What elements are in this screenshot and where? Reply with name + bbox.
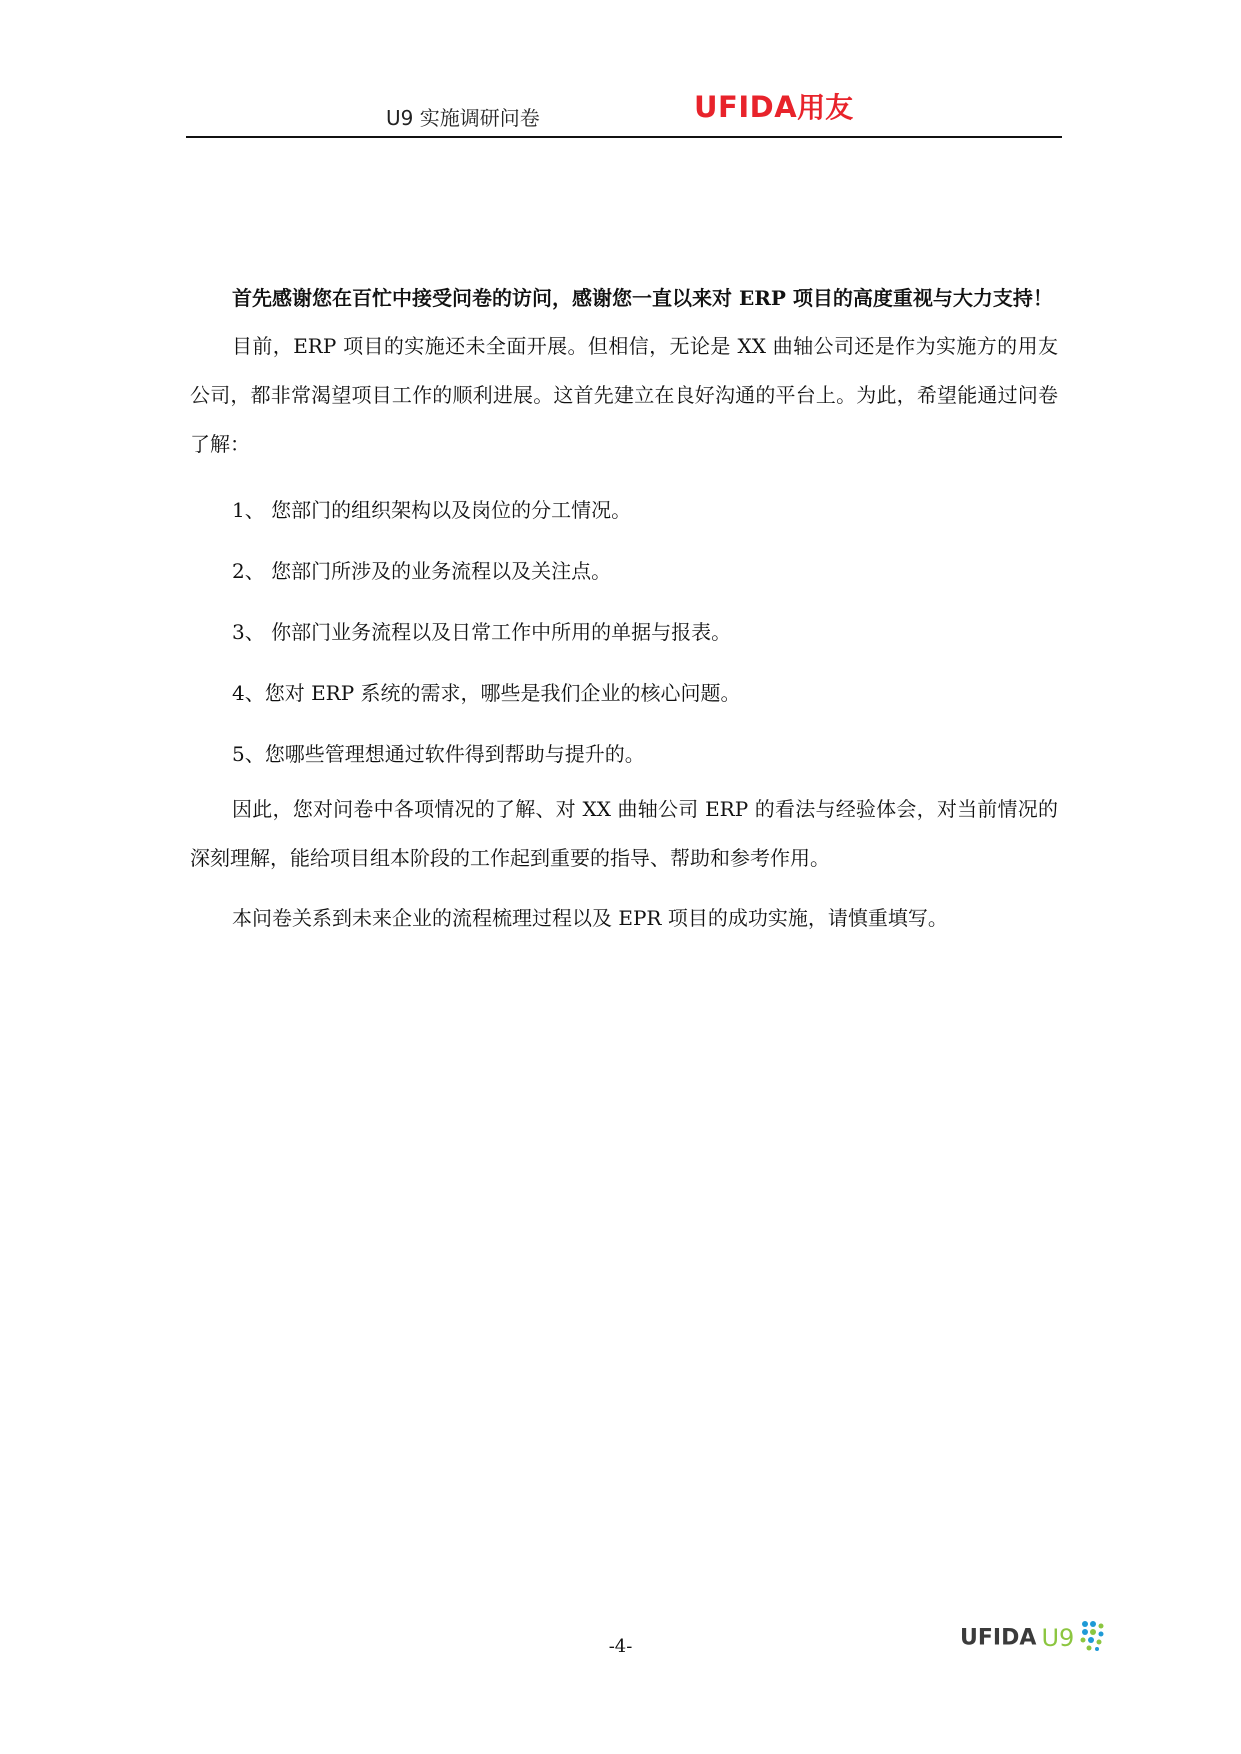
logo-cjk-text: 用友: [797, 91, 854, 124]
ufida-logo: [694, 86, 853, 126]
page-number: -4-: [608, 1636, 633, 1657]
list-item: 3、 你部门业务流程以及日常工作中所用的单据与报表。: [232, 620, 732, 644]
list-item: 2、 您部门所涉及的业务流程以及关注点。: [232, 559, 612, 583]
logo-latin-text: UFIDA: [694, 90, 798, 124]
footer-logo-product: U9: [1041, 1624, 1075, 1652]
list-item: 1、 您部门的组织架构以及岗位的分工情况。: [232, 498, 632, 522]
dot-matrix-icon: [1079, 1620, 1109, 1656]
document-body: [190, 280, 1058, 943]
list-item: 5、您哪些管理想通过软件得到帮助与提升的。: [232, 742, 645, 766]
list-item: 4、您对 ERP 系统的需求，哪些是我们企业的核心问题。: [232, 681, 741, 705]
intro-paragraph: 首先感谢您在百忙中接受问卷的访问，感谢您一直以来对 ERP 项目的高度重视与大力支持！: [232, 286, 1053, 310]
body-paragraph-3: 本问卷关系到未来企业的流程梳理过程以及 EPR 项目的成功实施，请慎重填写。: [232, 906, 948, 930]
footer-logo-word: UFIDA: [960, 1625, 1037, 1651]
body-paragraph-2: 因此，您对问卷中各项情况的了解、对 XX 曲轴公司 ERP 的看法与经验体会，对当前情况的深刻理解，能给项目组本阶段的工作起到重要的指导、帮助和参考作用。: [190, 797, 1058, 870]
body-paragraph-1: 目前，ERP 项目的实施还未全面开展。但相信，无论是 XX 曲轴公司还是作为实施方的用友公司，都非常渴望项目工作的顺利进展。这首先建立在良好沟通的平台上。为此，希望能通过问卷了解：: [190, 334, 1058, 456]
survey-topics-list: [190, 480, 1058, 785]
ufida-u9-logo: [960, 1620, 1109, 1660]
document-title: U9 实施调研问卷: [386, 106, 540, 130]
page-header: [186, 86, 1062, 138]
